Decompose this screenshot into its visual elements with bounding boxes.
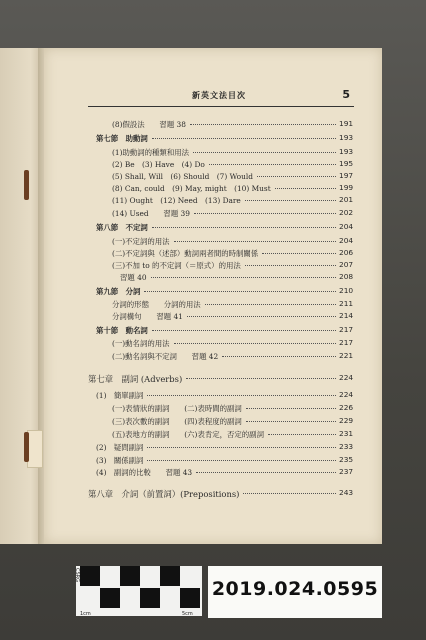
toc-leader xyxy=(257,176,336,177)
toc-entry xyxy=(0,442,426,453)
toc-entry-page: 224 xyxy=(339,390,354,399)
toc-leader xyxy=(144,291,336,292)
toc-entry-page: 201 xyxy=(339,195,354,204)
toc-leader xyxy=(151,277,336,278)
toc-entry-page: 193 xyxy=(339,147,354,156)
toc-entry-title: (二)動名詞與不定詞 習題 42 xyxy=(112,352,219,361)
toc-entry-page: 211 xyxy=(339,299,354,308)
toc-entry xyxy=(0,311,426,322)
color-scale-checker xyxy=(80,566,200,610)
toc-leader xyxy=(186,378,336,379)
toc-entry xyxy=(0,236,426,247)
toc-entry xyxy=(0,248,426,259)
toc-leader xyxy=(246,408,336,409)
toc-entry-title: (4) 副詞的比較 習題 43 xyxy=(96,468,193,477)
toc-leader xyxy=(196,472,336,473)
toc-entry xyxy=(0,286,426,297)
toc-leader xyxy=(246,421,336,422)
toc-entry-page: 243 xyxy=(339,488,354,497)
toc-entry xyxy=(0,147,426,158)
toc-entry-title: 分詞構句 習題 41 xyxy=(112,312,183,321)
toc-entry xyxy=(0,171,426,182)
toc-entry xyxy=(0,208,426,219)
toc-entry xyxy=(0,272,426,283)
toc-entry xyxy=(0,455,426,466)
toc-entry-page: 202 xyxy=(339,208,354,217)
toc-leader xyxy=(147,460,336,461)
toc-entry xyxy=(0,195,426,206)
toc-entry-page: 233 xyxy=(339,442,354,451)
toc-entry-page: 231 xyxy=(339,429,354,438)
toc-entry xyxy=(0,390,426,401)
toc-entry-page: 204 xyxy=(339,236,354,245)
toc-entry-title: 第九節 分詞 xyxy=(96,287,141,296)
running-title: 新英文法目次 xyxy=(192,90,246,100)
toc-entry xyxy=(0,133,426,144)
toc-entry-page: 235 xyxy=(339,455,354,464)
checker-cell xyxy=(100,566,120,586)
toc-entry-page: 193 xyxy=(339,133,354,142)
toc-leader xyxy=(243,493,336,494)
toc-entry-page: 199 xyxy=(339,183,354,192)
toc-leader xyxy=(147,395,336,396)
toc-entry xyxy=(0,119,426,130)
checker-cell xyxy=(140,566,160,586)
toc-entry-page: 204 xyxy=(339,222,354,231)
toc-entry-title: (11) Ought (12) Need (13) Dare xyxy=(112,196,241,205)
toc-entry-page: 207 xyxy=(339,260,354,269)
toc-leader xyxy=(245,265,336,266)
scale-right-label: 5cm xyxy=(182,611,193,617)
toc-entry-page: 206 xyxy=(339,248,354,257)
toc-entry-page: 214 xyxy=(339,311,354,320)
toc-entry-title: (三)表次數的副詞 (四)表程度的副詞 xyxy=(112,417,242,426)
toc-entry-page: 217 xyxy=(339,325,354,334)
toc-leader xyxy=(245,200,336,201)
toc-entry-title: (5) Shall, Will (6) Should (7) Would xyxy=(112,172,253,181)
checker-cell xyxy=(120,566,140,586)
scale-side-label: CSRG xyxy=(74,568,80,583)
toc-leader xyxy=(194,213,336,214)
toc-entry-page: 229 xyxy=(339,416,354,425)
toc-leader xyxy=(222,356,336,357)
scale-left-label: 1cm xyxy=(80,611,91,617)
toc-entry-page: 237 xyxy=(339,467,354,476)
toc-leader xyxy=(262,253,336,254)
toc-entry-title: (2) 疑問副詞 xyxy=(96,443,144,452)
toc-leader xyxy=(152,138,336,139)
toc-entry-title: (三)不加 to 的不定詞（＝原式）的用法 xyxy=(112,261,241,270)
toc-entry-title: (1) 簡單副詞 xyxy=(96,391,144,400)
toc-entry-title: 第八節 不定詞 xyxy=(96,223,148,232)
toc-entry-title: 第七節 助動詞 xyxy=(96,134,148,143)
toc-entry-page: 197 xyxy=(339,171,354,180)
catalog-id: 2019.024.0595 xyxy=(211,578,379,600)
toc-entry-title: (3) 關係副詞 xyxy=(96,456,144,465)
toc-entry xyxy=(0,299,426,310)
toc-entry-page: 221 xyxy=(339,351,354,360)
toc-entry xyxy=(0,159,426,170)
toc-entry-title: (8) Can, could (9) May, might (10) Must xyxy=(112,184,271,193)
toc-entry-page: 208 xyxy=(339,272,354,281)
toc-leader xyxy=(152,227,336,228)
toc-entry xyxy=(0,222,426,233)
toc-entry xyxy=(0,338,426,349)
page-number: 5 xyxy=(342,88,350,101)
toc-entry xyxy=(0,403,426,414)
checker-cell xyxy=(160,566,180,586)
toc-entry-title: 第八章 介詞（前置詞）(Prepositions) xyxy=(88,489,240,499)
toc-leader xyxy=(268,434,336,435)
toc-leader xyxy=(190,124,336,125)
toc-entry xyxy=(0,183,426,194)
toc-entry-title: (14) Used 習題 39 xyxy=(112,209,190,218)
toc-entry xyxy=(0,325,426,336)
toc-entry xyxy=(0,429,426,440)
toc-entry-page: 195 xyxy=(339,159,354,168)
toc-entry-title: (一)表情狀的副詞 (二)表時間的副詞 xyxy=(112,404,242,413)
toc-leader xyxy=(275,188,336,189)
toc-entry xyxy=(0,416,426,427)
toc-entry-page: 210 xyxy=(339,286,354,295)
toc-entry-page: 226 xyxy=(339,403,354,412)
checker-cell xyxy=(80,566,100,586)
toc-leader xyxy=(174,343,336,344)
checker-cell xyxy=(180,588,200,608)
checker-cell xyxy=(80,588,100,608)
toc-entry xyxy=(0,373,426,384)
toc-entry xyxy=(0,488,426,499)
toc-entry-title: 習題 40 xyxy=(120,273,147,282)
toc-leader xyxy=(152,330,336,331)
toc-leader xyxy=(209,164,336,165)
toc-entry-title: (一)不定詞的用法 xyxy=(112,237,170,246)
toc-leader xyxy=(187,316,336,317)
checker-cell xyxy=(160,588,180,608)
toc-entry-title: 第七章 副詞 (Adverbs) xyxy=(88,374,183,384)
toc-entry-title: (2) Be (3) Have (4) Do xyxy=(112,160,205,169)
toc-entry-page: 217 xyxy=(339,338,354,347)
checker-cell xyxy=(180,566,200,586)
toc-entry-title: (五)表地方的副詞 (六)表肯定，否定的副詞 xyxy=(112,430,264,439)
toc-entry-title: 分詞的形態 分詞的用法 xyxy=(112,300,201,309)
toc-leader xyxy=(205,304,336,305)
toc-entry-title: (一)動名詞的用法 xyxy=(112,339,170,348)
checker-cell xyxy=(100,588,120,608)
toc-entry-title: 第十節 動名詞 xyxy=(96,326,148,335)
toc-entry xyxy=(0,467,426,478)
toc-entry xyxy=(0,260,426,271)
toc-entry xyxy=(0,351,426,362)
toc-leader xyxy=(174,241,336,242)
header-rule xyxy=(88,106,354,107)
toc-leader xyxy=(147,447,336,448)
toc-entry-page: 224 xyxy=(339,373,354,382)
checker-cell xyxy=(120,588,140,608)
toc-entry-title: (8)假設法 習題 38 xyxy=(112,120,186,129)
toc-entry-title: (二)不定詞與（述部）動詞兩者間的時制關係 xyxy=(112,249,259,258)
toc-entry-title: (1)助動詞的種類和用法 xyxy=(112,148,189,157)
checker-cell xyxy=(140,588,160,608)
toc-entry-page: 191 xyxy=(339,119,354,128)
toc-leader xyxy=(193,152,336,153)
